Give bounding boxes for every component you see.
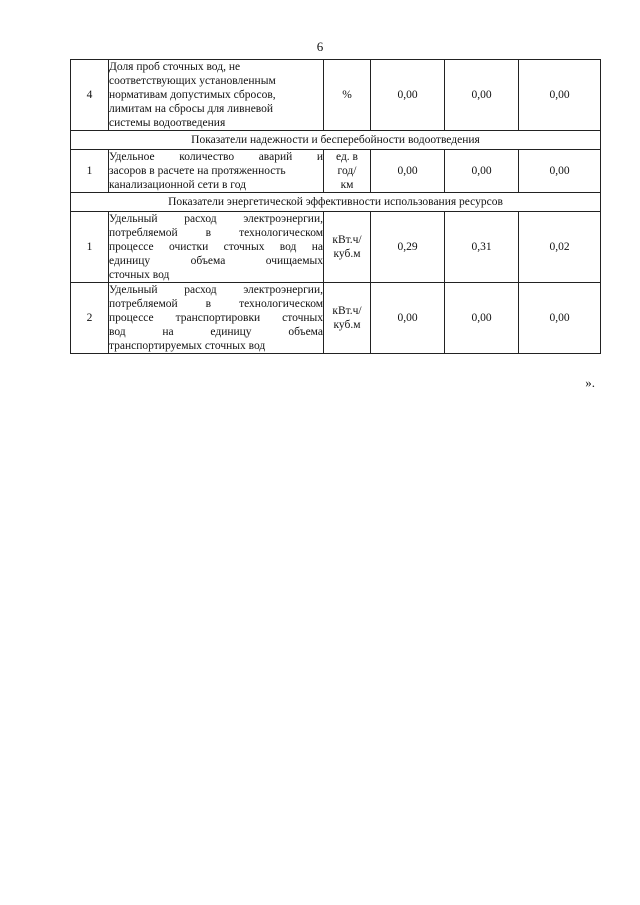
row-number: 1 [71,212,109,283]
section-header-row [71,193,601,212]
row-value: 0,00 [519,283,601,354]
row-value: 0,00 [445,150,519,193]
row-value: 0,02 [519,212,601,283]
row-unit: кВт.ч/ куб.м [324,212,371,283]
table-row [71,212,601,283]
row-unit: ед. в год/ км [324,150,371,193]
section-energy-title: Показатели энергетической эффективности использования ресурсов [71,193,601,212]
table-row [71,283,601,354]
indicators-table [70,59,601,354]
row-number: 4 [71,60,109,131]
row-value: 0,00 [371,60,445,131]
row-description: Удельный расход электроэнергии, потребляемой в технологическом процессе транспортировки сточных вод на единицу объема транспортируемых сточных вод [109,284,323,352]
row-unit: кВт.ч/ куб.м [324,283,371,354]
row-description: Доля проб сточных вод, не соответствующих установленным нормативам допустимых сбросов, лимитам на сбросы для ливневой системы водоотведения [109,60,324,131]
row-value: 0,00 [371,283,445,354]
row-number: 2 [71,283,109,354]
row-value: 0,00 [519,150,601,193]
table-row [71,60,601,131]
row-value: 0,00 [371,150,445,193]
row-value: 0,31 [445,212,519,283]
row-description: Удельное количество аварий и засоров в расчете на протяженность канализационной сети в год [109,151,323,191]
row-unit: % [324,60,371,131]
table-row [71,150,601,193]
row-value: 0,00 [445,283,519,354]
section-header-row [71,131,601,150]
row-number: 1 [71,150,109,193]
row-value: 0,00 [445,60,519,131]
row-value: 0,29 [371,212,445,283]
closing-quote-mark: ». [585,375,595,390]
row-description: Удельный расход электроэнергии, потребляемой в технологическом процессе очистки сточных вод на единицу объема очищаемых сточных вод [109,213,323,281]
row-value: 0,00 [519,60,601,131]
section-reliability-title: Показатели надежности и бесперебойности водоотведения [71,131,601,150]
page-number: 6 [316,39,324,54]
